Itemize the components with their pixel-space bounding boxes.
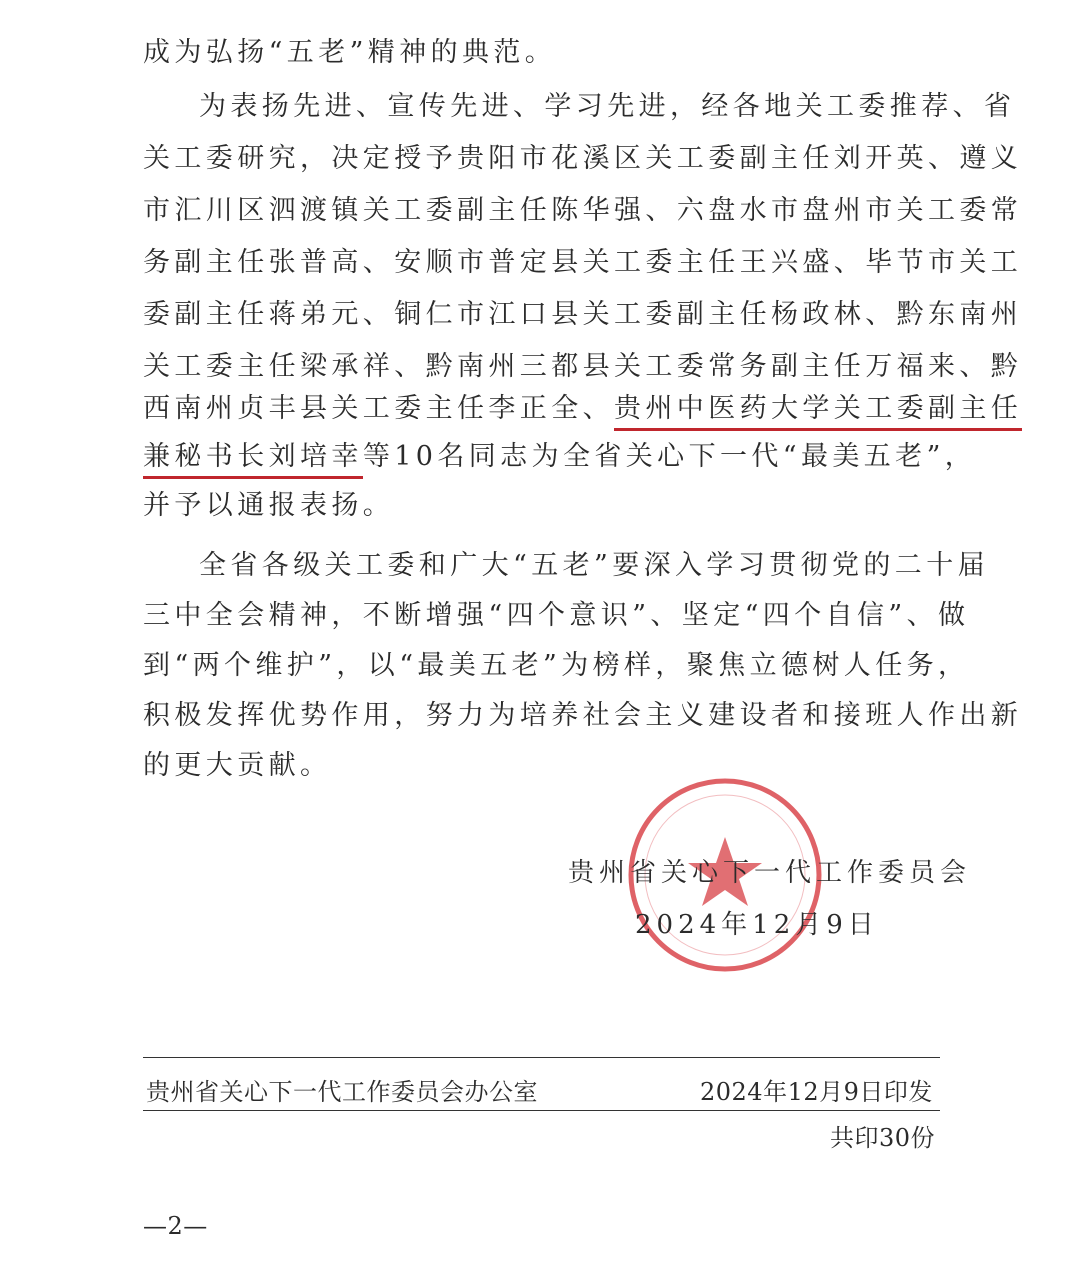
divider (143, 1057, 940, 1058)
body-line: 三中全会精神，不断增强“四个意识”、坚定“四个自信”、做 (143, 600, 970, 631)
body-line: 积极发挥优势作用，努力为培养社会主义建设者和接班人作出新 (143, 700, 1023, 731)
body-line: 全省各级关工委和广大“五老”要深入学习贯彻党的二十届 (199, 550, 990, 581)
body-line: 为表扬先进、宣传先进、学习先进，经各地关工委推荐、省 (199, 91, 1016, 122)
body-line: 到“两个维护”，以“最美五老”为榜样，聚焦立德树人任务， (143, 650, 970, 681)
signature-date: 2024年12月9日 (635, 910, 879, 940)
signature-organization: 贵州省关心下一代工作委员会 (568, 858, 972, 888)
body-line: 的更大贡献。 (143, 750, 332, 781)
issuing-office: 贵州省关心下一代工作委员会办公室 (146, 1078, 538, 1106)
body-line: 成为弘扬“五老”精神的典范。 (143, 37, 557, 68)
body-line: 委副主任蒋弟元、铜仁市江口县关工委副主任杨政林、黔东南州 (143, 299, 1023, 330)
body-line: 关工委研究，决定授予贵阳市花溪区关工委副主任刘开英、遵义 (143, 143, 1023, 174)
body-line (143, 441, 977, 473)
copies-count: 共印30份 (830, 1124, 936, 1152)
body-text: 西南州贞丰县关工委主任李正全、 (143, 393, 614, 424)
highlighted-name: 贵州中医药大学关工委副主任 (614, 393, 1022, 431)
highlighted-name: 兼秘书长刘培幸 (143, 441, 363, 479)
body-line: 并予以通报表扬。 (143, 490, 395, 521)
body-line: 市汇川区泗渡镇关工委副主任陈华强、六盘水市盘州市关工委常 (143, 195, 1023, 226)
page-number: —2— (143, 1212, 208, 1240)
print-date: 2024年12月9日印发 (700, 1078, 933, 1106)
body-text: 等10名同志为全省关心下一代“最美五老”， (362, 441, 977, 472)
body-line: 关工委主任梁承祥、黔南州三都县关工委常务副主任万福来、黔 (143, 351, 1023, 382)
body-line: 务副主任张普高、安顺市普定县关工委主任王兴盛、毕节市关工 (143, 247, 1023, 278)
body-line (143, 393, 1023, 425)
divider (143, 1110, 940, 1111)
